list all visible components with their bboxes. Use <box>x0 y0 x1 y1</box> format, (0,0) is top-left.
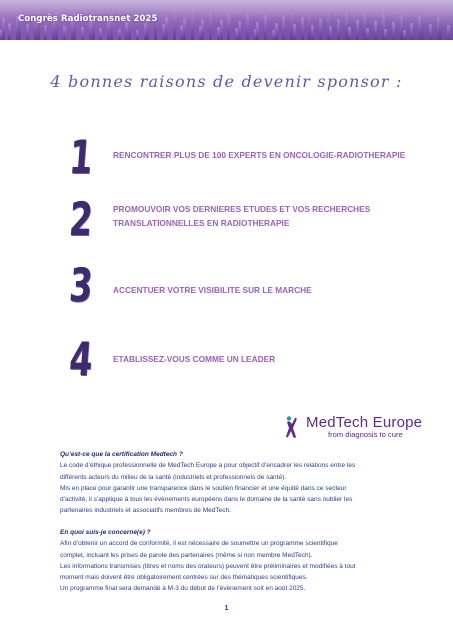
reason-text: ETABLISSEZ-VOUS COMME UN LEADER <box>113 354 276 364</box>
lavender-stem <box>8 23 11 40</box>
lavender-stem <box>63 26 66 40</box>
lavender-stem <box>264 15 267 40</box>
lavender-stem <box>201 19 204 40</box>
lavender-stem <box>26 24 29 40</box>
lavender-stem <box>403 30 406 40</box>
paragraph-line: partenaires industriels et associatifs membres de MedTech. <box>60 507 231 515</box>
page-heading: 4 bonnes raisons de devenir sponsor : <box>50 72 403 91</box>
lavender-stem <box>337 19 340 40</box>
lavender-stem <box>173 10 176 40</box>
lavender-stem <box>293 24 296 40</box>
lavender-stem <box>81 27 84 40</box>
reason-number: 3 <box>67 258 95 312</box>
lavender-stem <box>165 17 168 40</box>
lavender-stem <box>238 21 241 40</box>
lavender-stem <box>392 22 395 40</box>
lavender-stem <box>384 29 387 40</box>
section-concerned <box>60 527 420 595</box>
reason-text: RENCONTRER PLUS DE 100 EXPERTS EN ONCOLOGIE-RADIOTHERAPIE <box>113 150 406 160</box>
lavender-stem <box>282 16 285 40</box>
lavender-stem <box>421 9 424 40</box>
lavender-stem <box>374 21 377 40</box>
lavender-stem <box>209 12 212 40</box>
lavender-stem <box>319 18 322 40</box>
section-question: Qu’est-ce que la certification Medtech ? <box>60 451 183 458</box>
paragraph-line: complet, incluant les prises de parole des partenaires (même si non membre MedTech). <box>60 551 313 559</box>
paragraph-line: différents acteurs du milieu de la santé (industriels et professionnels de santé). <box>60 473 287 481</box>
lavender-stem <box>439 10 442 40</box>
medtech-figure-icon <box>284 415 302 439</box>
lavender-stem <box>99 28 102 40</box>
lavender-stem <box>227 13 230 40</box>
reason-number: 2 <box>67 192 95 246</box>
reason-text-line-1: PROMOUVOIR VOS DERNIERES ETUDES ET VOS RECHERCHES <box>113 204 371 214</box>
header-banner <box>0 0 453 40</box>
reason-number: 1 <box>67 130 95 184</box>
lavender-stem <box>256 22 259 40</box>
lavender-stem <box>136 30 139 40</box>
lavender-stem <box>329 26 332 40</box>
lavender-stem <box>191 11 194 40</box>
logo-tagline: from diagnosis to cure <box>328 430 403 439</box>
reason-number: 4 <box>67 332 95 386</box>
paragraph-line: Les informations transmises (titres et noms des orateurs) peuvent être préliminaires et modifiées à tout <box>60 562 356 570</box>
reason-text-line-2: TRANSLATIONNELLES EN RADIOTHERAPIE <box>113 218 290 228</box>
logo-name: MedTech Europe <box>306 414 423 431</box>
paragraph-line: d’activité, il s’applique à tous les évènements européens dans le domaine de la santé sans oublier les <box>60 496 353 504</box>
section-certification <box>60 449 420 517</box>
lavender-stem <box>356 20 359 40</box>
lavender-stem <box>246 14 249 40</box>
lavender-stem <box>301 17 304 40</box>
paragraph-line: Mis en place pour garantir une transparence dans le soutien financier et une équité dans ce secteur <box>60 484 347 492</box>
lavender-stem <box>118 29 121 40</box>
lavender-stem <box>2 18 5 40</box>
paragraph-line: moment mais doivent être obligatoirement centrées sur des thématiques scientifiques. <box>60 574 308 582</box>
lavender-stem <box>410 23 413 40</box>
paragraph-line: Un programme final sera demandé à M-3 du début de l’évènement soit en août 2025. <box>60 585 306 593</box>
medtech-europe-logo <box>284 415 434 441</box>
lavender-stem <box>366 28 369 40</box>
lavender-stem <box>311 25 314 40</box>
section-question: En quoi suis-je concerné(e) ? <box>60 529 151 536</box>
paragraph-line: Afin d’obtenir un accord de conformité, il est nécessaire de soumettre un programme scientifique <box>60 540 338 548</box>
lavender-stem <box>348 27 351 40</box>
reason-text: ACCENTUER VOTRE VISIBILITE SUR LE MARCHE <box>113 285 312 295</box>
lavender-stem <box>44 25 47 40</box>
lavender-stem <box>429 24 432 40</box>
lavender-stem <box>447 25 450 40</box>
congress-title: Congrès Radiotransnet 2025 <box>18 14 158 24</box>
paragraph-line: Le code d’éthique professionnelle de MedTech Europe a pour objectif d’encadrer les relations entre les <box>60 462 356 470</box>
lavender-stem <box>220 20 223 40</box>
lavender-stem <box>275 23 278 40</box>
lavender-stem <box>183 18 186 40</box>
page-number: 1 <box>224 605 229 612</box>
